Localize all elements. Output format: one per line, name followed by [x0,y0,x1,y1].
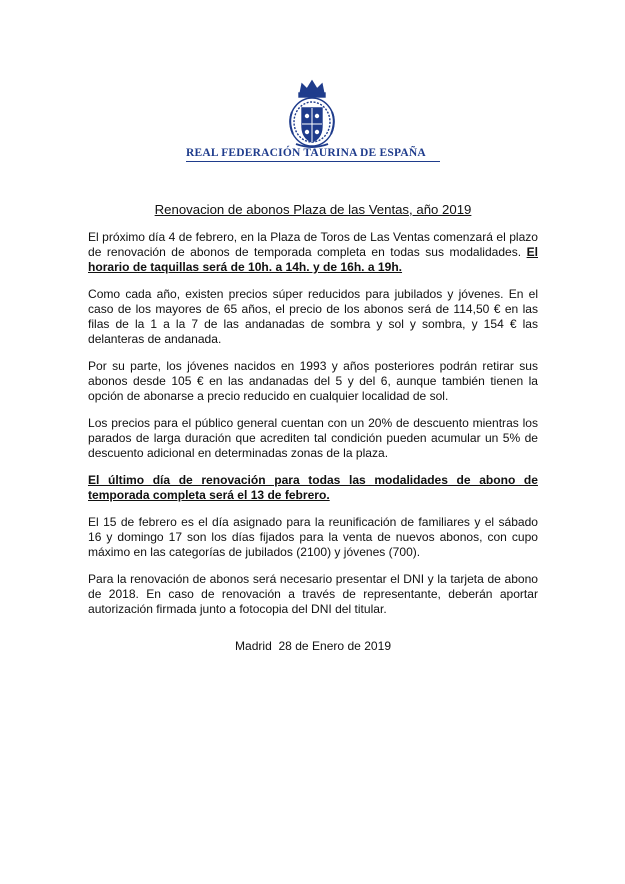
paragraph-text: El próximo día 4 de febrero, en la Plaza de Toros de Las Ventas comenzará el plazo de renovación de abonos de temporada completa en todas sus modalidades. [88,230,538,259]
paragraph-text: Por su parte, los jóvenes nacidos en 1993 y años posteriores podrán retirar sus abonos desde 105 € en las andanadas del 5 y del 6, aunque también tienen la opción de abonarse a precio reducido en cualquier localidad de sol. [88,359,538,403]
paragraph-text: Para la renovación de abonos será necesario presentar el DNI y la tarjeta de abono de 2018. En caso de renovación a través de representante, deberán aportar autorización firmada junto a fotocopia del DNI del titular. [88,572,538,616]
paragraph-text: Como cada año, existen precios súper reducidos para jubilados y jóvenes. En el caso de los mayores de 65 años, el precio de los abonos será de 114,50 € en las filas de la 1 a la 7 de las andanadas de sombra y sol y sombra, y 154 € las delanteras de andanada. [88,287,538,346]
paragraph-last-renewal-day [88,473,538,503]
date-line: Madrid 28 de Enero de 2019 [234,639,392,653]
paragraph-opening-date [88,230,538,275]
paragraph-retiree-prices [88,287,538,347]
paragraph-general-discount [88,416,538,461]
paragraph-text: Los precios para el público general cuentan con un 20% de descuento mientras los parados de larga duración que acrediten tal condición pueden acumular un 5% de descuento adicional en determinadas zonas de la plaza. [88,416,538,460]
document-title: Renovacion de abonos Plaza de las Ventas, año 2019 [154,202,472,217]
paragraph-youth-prices [88,359,538,404]
paragraph-new-subscriptions [88,515,538,560]
document-body [88,230,538,629]
organization-name: REAL FEDERACIÓN TAURINA DE ESPAÑA [186,147,426,159]
paragraph-text: El 15 de febrero es el día asignado para la reunificación de familiares y el sábado 16 y domingo 17 son los días fijados para la venta de nuevos abonos, con cupo máximo en las categorías de jubilados (2100) y jóvenes (700). [88,515,538,559]
paragraph-requirements [88,572,538,617]
last-renewal-day-notice: El último día de renovación para todas las modalidades de abono de temporada completa será el 13 de febrero. [88,473,538,502]
ticket-office-hours: El horario de taquillas será de 10h. a 14h. y de 16h. a 19h. [88,245,538,274]
header-divider [186,161,440,162]
coat-of-arms-icon [282,78,342,150]
